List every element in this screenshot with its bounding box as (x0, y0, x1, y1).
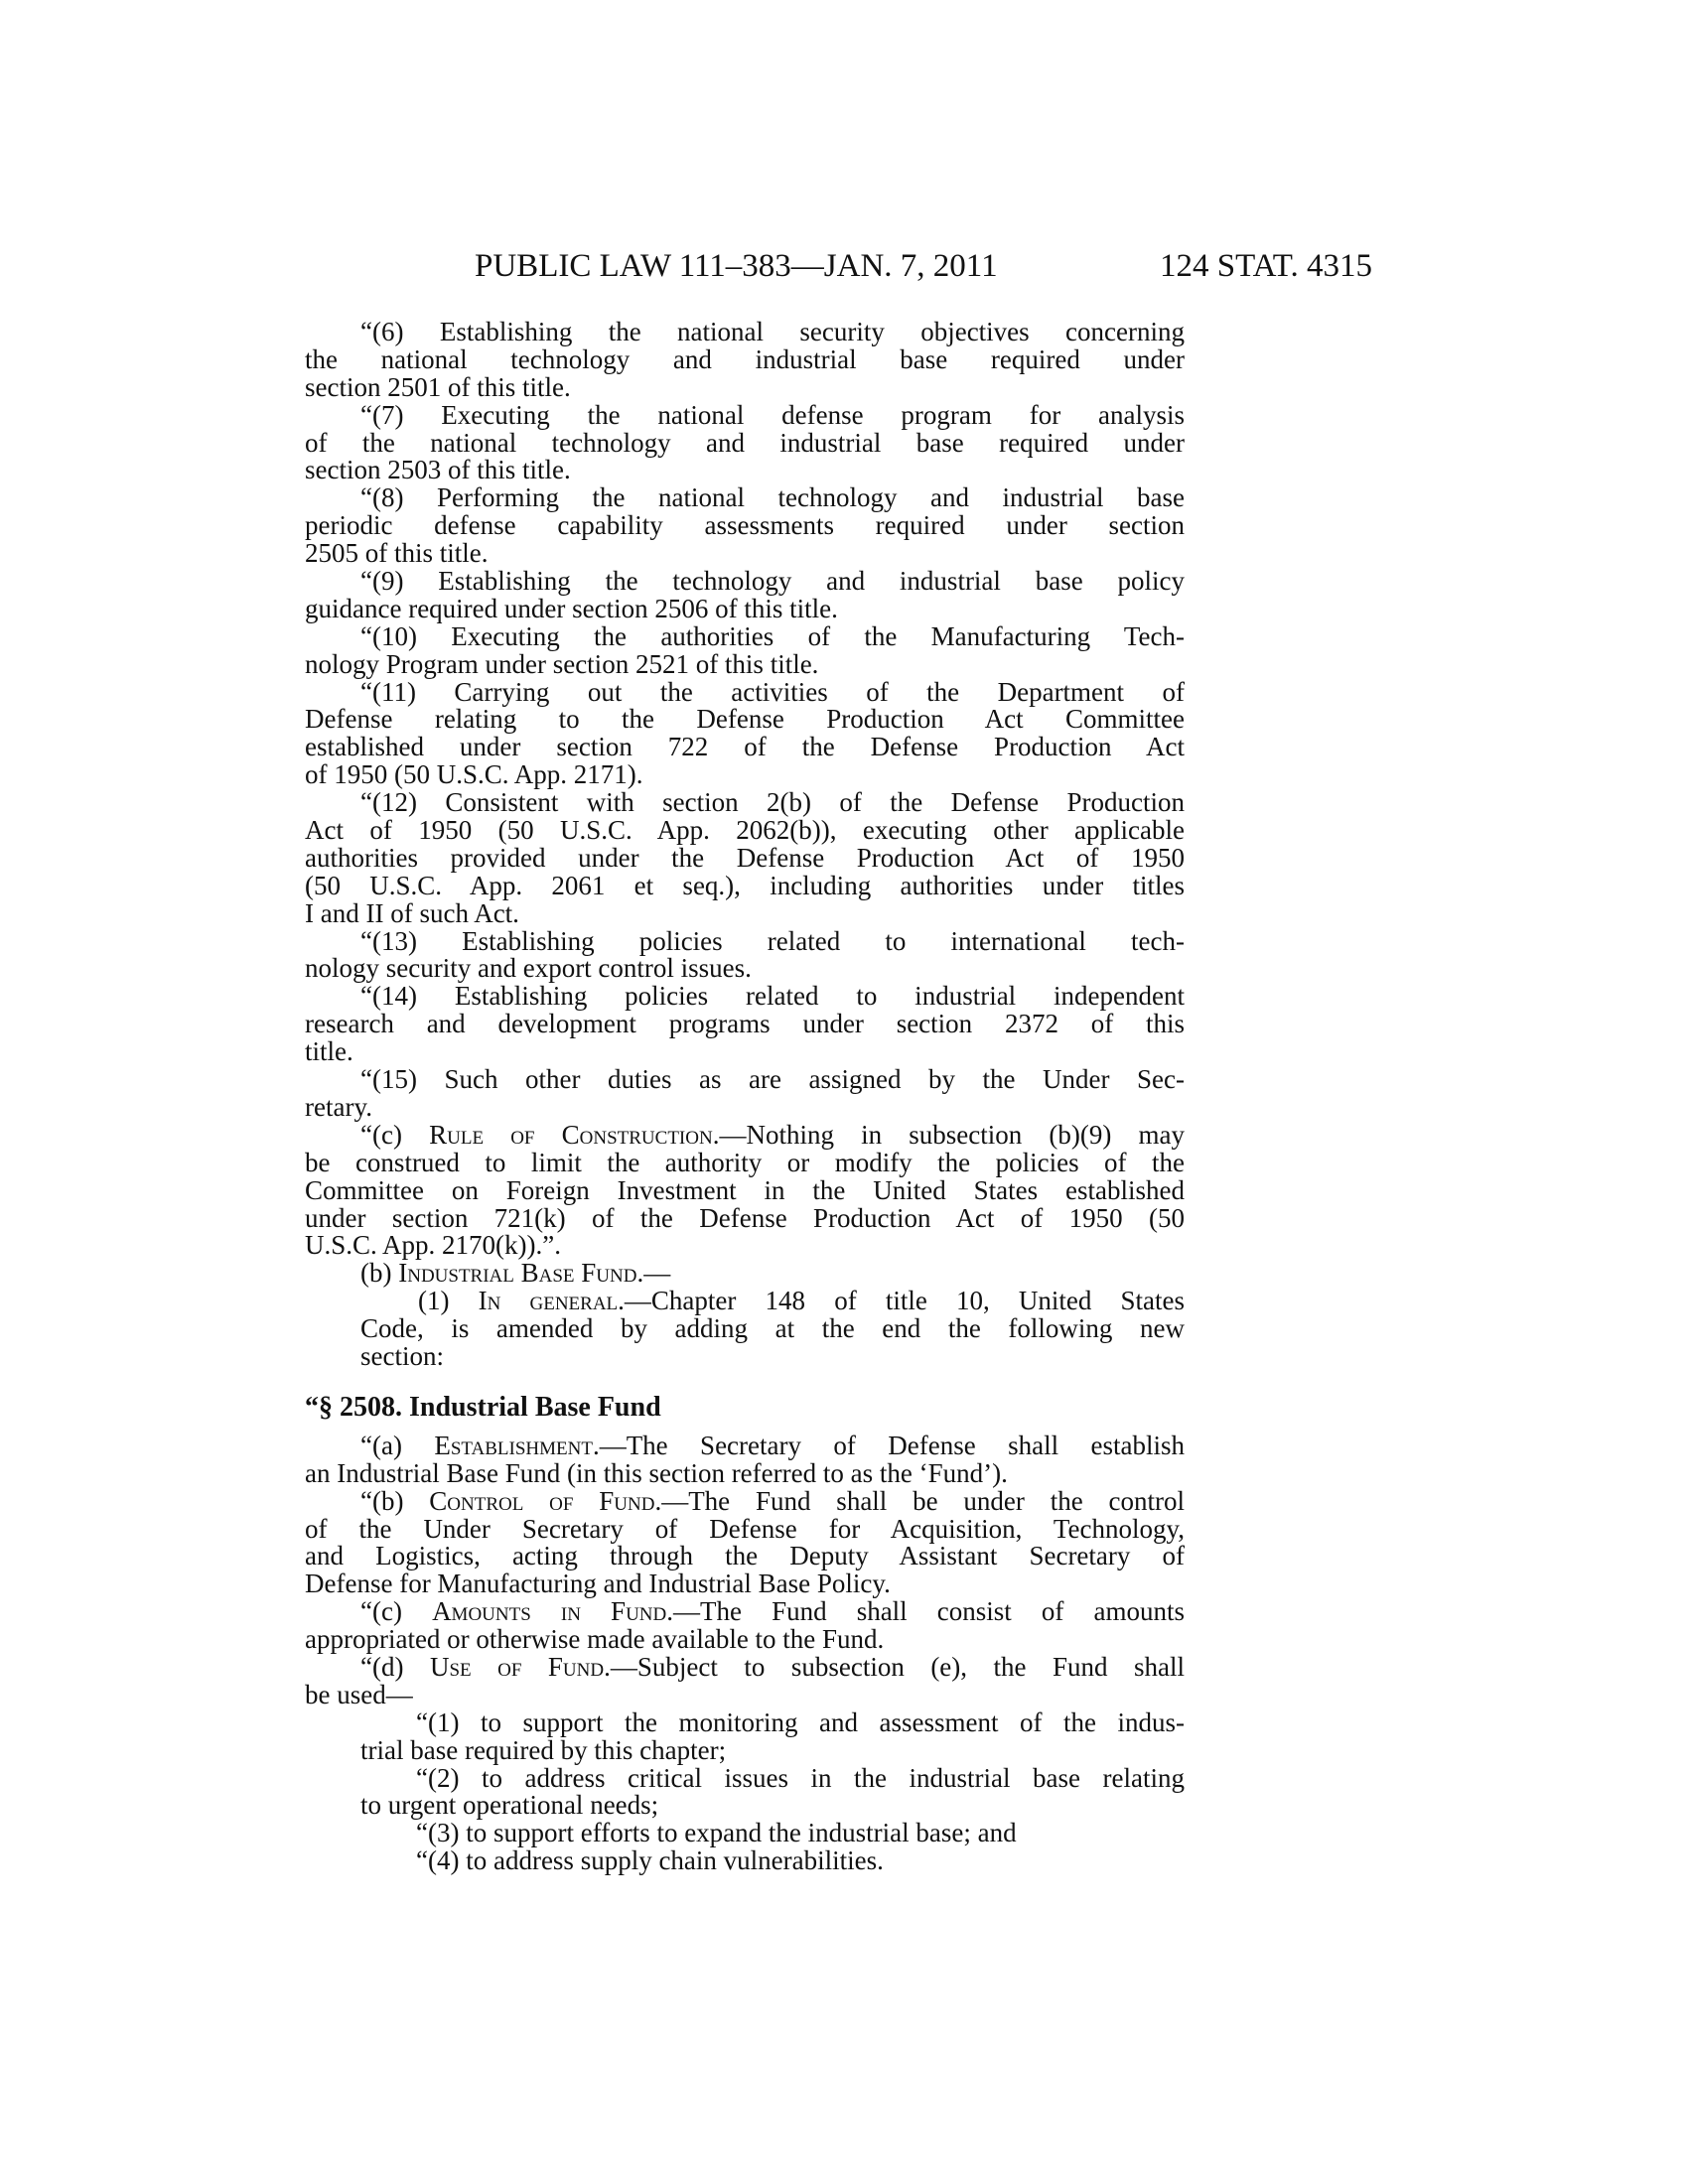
text-line (305, 593, 1185, 623)
text-line (360, 399, 1185, 430)
text-line (305, 1626, 1185, 1654)
text-line (305, 817, 1185, 845)
text-run: (b) (360, 1258, 399, 1289)
small-caps-heading: Rule of Construction (429, 1119, 713, 1150)
small-caps-heading: In general (478, 1286, 619, 1316)
text-run: “(c) (360, 1596, 433, 1627)
text-line (305, 870, 1185, 900)
paragraph (305, 676, 1185, 790)
text-run: “(15) Such other duties as are assigned by the Under Sec- (360, 1064, 1185, 1095)
text-run: an Industrial Base Fund (in this section referred to as the ‘Fund’). (305, 1457, 1008, 1488)
paragraph (305, 620, 1185, 679)
paragraph (305, 1430, 1185, 1488)
text-line (360, 1792, 1185, 1820)
text-run: of the Under Secretary of Defense for Acquisition, Technology, (305, 1513, 1185, 1544)
paragraph (305, 1820, 1185, 1847)
text-run: authorities provided under the Defense Production Act of 1950 (305, 842, 1185, 873)
amendment-text (305, 319, 1185, 1371)
text-line (305, 540, 1185, 568)
text-line (305, 512, 1185, 540)
text-line (360, 1485, 1185, 1516)
text-run: be construed to limit the authority or modify the policies of the (305, 1147, 1185, 1177)
text-line (305, 842, 1185, 873)
paragraph (305, 1288, 1185, 1371)
text-run: Defense for Manufacturing and Industrial Base Policy. (305, 1569, 891, 1599)
text-line (360, 1598, 1185, 1626)
text-run: research and development programs under section 2372 of this (305, 1009, 1185, 1039)
text-run: “(14) Establishing policies related to industrial independent (360, 981, 1185, 1012)
text-run: .—The Fund shall consist of amounts (666, 1596, 1185, 1627)
text-run: “(4) to address supply chain vulnerabilities. (416, 1845, 884, 1876)
text-run: section 2501 of this title. (305, 371, 571, 402)
paragraph (305, 399, 1185, 485)
text-run: (50 U.S.C. App. 2061 et seq.), including authorities under titles (305, 870, 1185, 900)
text-line (360, 319, 1185, 346)
text-line (305, 1457, 1185, 1488)
text-run: section 2503 of this title. (305, 455, 571, 485)
paragraph (305, 484, 1185, 568)
text-run: “(b) (360, 1485, 430, 1516)
text-line (416, 1762, 1185, 1793)
text-line (416, 1706, 1185, 1737)
text-run: “(7) Executing the national defense program for analysis (360, 399, 1185, 430)
text-line (360, 789, 1185, 817)
text-line (360, 1734, 1185, 1765)
text-run: the national technology and industrial base required under (305, 343, 1185, 374)
text-line (305, 371, 1185, 402)
text-line (305, 1202, 1185, 1233)
text-run: “(a) (360, 1430, 435, 1460)
text-line (360, 1430, 1185, 1460)
text-run: and Logistics, acting through the Deputy Assistant Secretary of (305, 1541, 1185, 1571)
paragraph (305, 1706, 1185, 1765)
text-run: “(11) Carrying out the activities of the Department of (360, 676, 1185, 707)
text-line (305, 648, 1185, 679)
text-run: U.S.C. App. 2170(k)).”. (305, 1230, 561, 1261)
text-run: .—Subject to subsection (e), the Fund shall (604, 1651, 1186, 1682)
running-header-title: PUBLIC LAW 111–383—JAN. 7, 2011 (475, 248, 998, 284)
text-run: “(6) Establishing the national security objectives concerning (360, 317, 1185, 346)
paragraph (305, 1119, 1186, 1261)
text-run: established under section 722 of the Defense Production Act (305, 732, 1185, 762)
text-run: Act of 1950 (50 U.S.C. App. 2062(b)), executing other applicable (305, 815, 1185, 846)
text-run: trial base required by this chapter; (360, 1734, 727, 1765)
text-run: be used— (305, 1679, 413, 1709)
paragraph (305, 568, 1185, 623)
text-line (305, 1232, 1185, 1260)
text-run: .— (636, 1258, 671, 1289)
text-run: Code, is amended by adding at the end the following new (360, 1313, 1185, 1344)
text-run: Defense relating to the Defense Production Act Committee (305, 704, 1185, 735)
text-line (360, 1066, 1185, 1094)
document-body (305, 319, 1185, 1875)
text-run: I and II of such Act. (305, 897, 519, 928)
paragraph (305, 1485, 1185, 1599)
paragraph (305, 789, 1185, 927)
text-run: “(8) Performing the national technology and industrial base (360, 482, 1185, 513)
text-run: periodic defense capability assessments required under section (305, 510, 1185, 541)
text-line (360, 1315, 1185, 1343)
text-line (305, 343, 1185, 374)
page-stat-number: 124 STAT. 4315 (1160, 248, 1373, 284)
text-run: retary. (305, 1091, 372, 1122)
text-line (360, 1260, 1185, 1288)
text-line (360, 484, 1185, 512)
small-caps-heading: Amounts in Fund (432, 1596, 667, 1627)
text-line (305, 897, 1185, 928)
text-run: of 1950 (50 U.S.C. App. 2171). (305, 759, 643, 790)
paragraph (305, 1847, 1185, 1875)
text-line (418, 1288, 1185, 1315)
text-line (305, 955, 1185, 983)
text-line (305, 1091, 1185, 1122)
text-line (305, 706, 1185, 734)
text-run: title. (305, 1036, 353, 1067)
paragraph (305, 1651, 1186, 1709)
text-run: “(1) to support the monitoring and assessment of the indus- (416, 1706, 1185, 1737)
text-run: “(12) Consistent with section 2(b) of the Defense Production (360, 787, 1185, 818)
text-run: nology security and export control issues. (305, 953, 752, 984)
text-run: .—Nothing in subsection (b)(9) may (712, 1119, 1186, 1150)
text-run: “(3) to support efforts to expand the industrial base; and (416, 1818, 1017, 1848)
paragraph (305, 319, 1185, 402)
paragraph (305, 1260, 1185, 1288)
text-line (360, 983, 1185, 1011)
paragraph (305, 1066, 1185, 1122)
text-run: 2505 of this title. (305, 538, 489, 569)
text-line (360, 1651, 1186, 1682)
section-heading: “§ 2508. Industrial Base Fund (305, 1391, 661, 1423)
text-run: section: (360, 1340, 444, 1371)
text-run: guidance required under section 2506 of this title. (305, 593, 838, 623)
small-caps-heading: Use of Fund (429, 1651, 605, 1682)
small-caps-heading: Control of Fund (429, 1485, 655, 1516)
text-line (305, 457, 1185, 484)
text-run: .—Chapter 148 of title 10, United States (618, 1286, 1186, 1316)
text-run: “(d) (360, 1651, 430, 1682)
text-line (360, 925, 1185, 956)
small-caps-heading: Industrial Base Fund (398, 1258, 637, 1289)
section-2508-text (305, 1430, 1186, 1876)
text-line (305, 761, 1185, 789)
paragraph (305, 925, 1185, 984)
text-run: Committee on Foreign Investment in the United States established (305, 1174, 1185, 1205)
text-run: “(2) to address critical issues in the industrial base relating (416, 1762, 1185, 1793)
text-run: appropriated or otherwise made available to the Fund. (305, 1624, 885, 1655)
text-run: .—The Fund shall be under the control (654, 1485, 1185, 1516)
text-run: .—The Secretary of Defense shall establish (592, 1430, 1185, 1460)
small-caps-heading: Establishment (434, 1430, 593, 1460)
paragraph (305, 1762, 1185, 1821)
text-line (360, 676, 1185, 707)
text-line (360, 1119, 1186, 1150)
text-run: “(9) Establishing the technology and industrial base policy (360, 566, 1185, 597)
text-line (305, 1038, 1185, 1066)
text-line (305, 1147, 1185, 1177)
paragraph (305, 1598, 1185, 1654)
text-run: “(10) Executing the authorities of the Manufacturing Tech- (360, 620, 1185, 651)
text-run: “(c) (360, 1119, 430, 1150)
text-line (360, 568, 1185, 596)
text-line (305, 1513, 1185, 1544)
text-line (305, 734, 1185, 761)
text-line (416, 1847, 1185, 1875)
paragraph (305, 983, 1185, 1066)
text-line (305, 1174, 1185, 1205)
text-line (360, 620, 1185, 651)
text-line (305, 1570, 1185, 1598)
text-line (305, 1011, 1185, 1038)
text-line (305, 427, 1185, 458)
text-line (360, 1340, 1185, 1371)
text-line (305, 1679, 1185, 1709)
text-line (305, 1543, 1185, 1570)
text-run: “(13) Establishing policies related to international tech- (360, 925, 1185, 956)
text-run: nology Program under section 2521 of this title. (305, 648, 819, 679)
text-run: of the national technology and industrial base required under (305, 427, 1185, 458)
text-run: (1) (418, 1286, 479, 1316)
text-run: to urgent operational needs; (360, 1790, 659, 1821)
text-run: under section 721(k) of the Defense Production Act of 1950 (50 (305, 1202, 1185, 1233)
text-line (416, 1820, 1185, 1847)
